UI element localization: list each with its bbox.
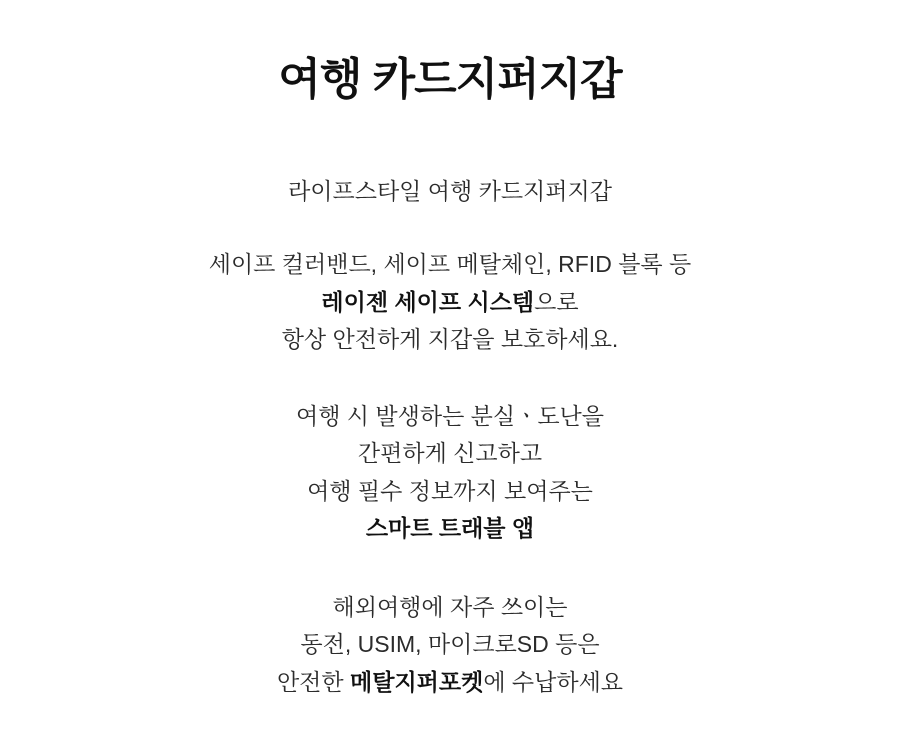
metal-zipper-pocket-block <box>277 589 623 701</box>
text-run-bold: 메탈지퍼포켓 <box>350 668 484 695</box>
text-line <box>296 435 604 472</box>
text-run: 으로 <box>534 288 579 315</box>
smart-travel-app-block <box>296 398 604 547</box>
text-run: 간편하게 신고하고 <box>357 440 543 467</box>
text-run: 라이프스타일 여행 카드지퍼지갑 <box>288 178 612 204</box>
safe-system-block <box>209 246 692 358</box>
text-run: 동전, USIM, 마이크로SD 등은 <box>300 631 600 658</box>
text-line <box>277 664 623 701</box>
text-run: 해외여행에 자주 쓰이는 <box>332 594 568 620</box>
intro-block <box>288 173 612 210</box>
text-run-bold: 레이젠 세이프 시스템 <box>321 288 535 315</box>
text-run: 안전한 <box>276 668 351 695</box>
text-run: 여행 시 발생하는 분실ㆍ도난을 <box>295 403 604 429</box>
text-line <box>209 284 692 321</box>
text-line <box>296 398 604 435</box>
text-run: 에 수납하세요 <box>483 668 624 695</box>
text-line <box>277 589 623 626</box>
text-line <box>296 510 604 547</box>
text-run: 항상 안전하게 지갑을 보호하세요. <box>281 325 619 352</box>
text-line <box>288 173 612 210</box>
text-line <box>209 321 692 358</box>
text-run-bold: 스마트 트래블 앱 <box>365 514 535 541</box>
text-run: 세이프 컬러밴드, 세이프 메탈체인, RFID 블록 등 <box>208 251 692 278</box>
page-title: 여행 카드지퍼지갑 <box>278 55 622 104</box>
text-line <box>209 246 692 283</box>
text-line <box>277 626 623 663</box>
text-line <box>296 473 604 510</box>
text-run: 여행 필수 정보까지 보여주는 <box>307 477 593 504</box>
